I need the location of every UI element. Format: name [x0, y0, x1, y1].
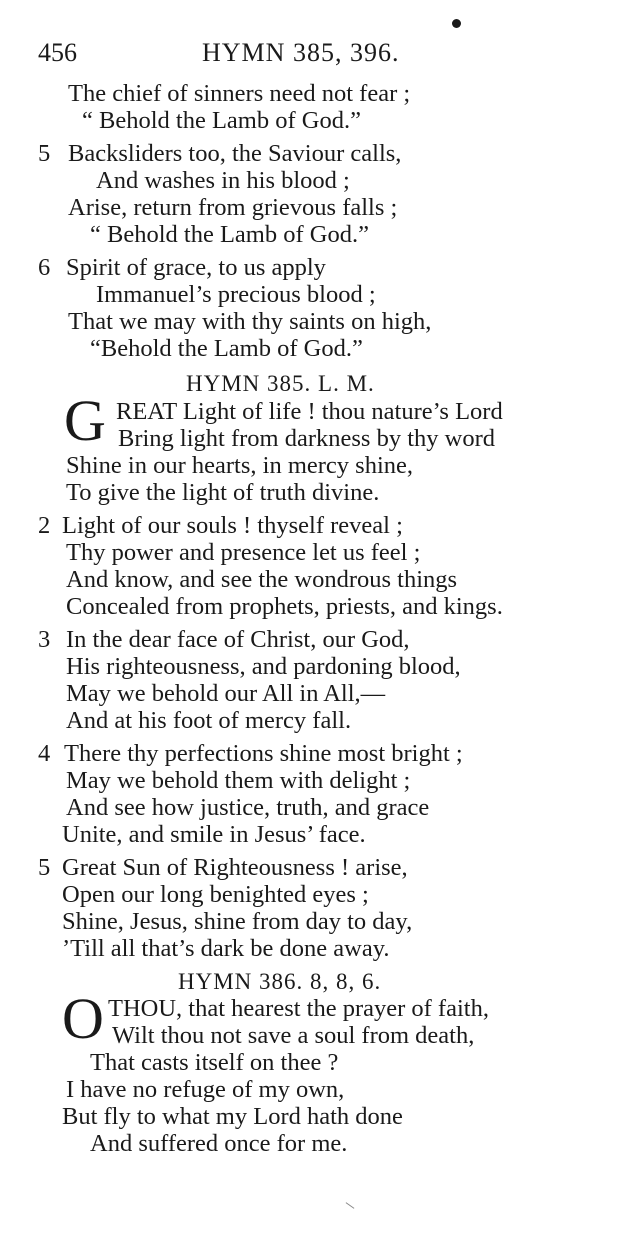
- verse-line: There thy perfections shine most bright ;: [64, 740, 463, 767]
- verse-line: And at his foot of mercy fall.: [66, 707, 352, 734]
- verse-line: And see how justice, truth, and grace: [66, 794, 430, 821]
- verse-line: “ Behold the Lamb of God.”: [90, 221, 369, 248]
- verse-number: 5: [38, 140, 51, 167]
- ink-dot: [452, 19, 461, 28]
- verse-line: Open our long benighted eyes ;: [62, 881, 369, 908]
- verse-line: Bring light from darkness by thy word: [118, 425, 495, 452]
- verse-number: 3: [38, 626, 51, 653]
- verse-line: And suffered once for me.: [90, 1130, 348, 1157]
- page-header: [38, 38, 618, 70]
- verse-line: Light of our souls ! thyself reveal ;: [62, 512, 403, 539]
- verse-number: 2: [38, 512, 51, 539]
- verse-line: Arise, return from grievous falls ;: [68, 194, 398, 221]
- verse-line: That we may with thy saints on high,: [68, 308, 432, 335]
- verse-number: 4: [38, 740, 51, 767]
- verse-line: Backsliders too, the Saviour calls,: [68, 140, 402, 167]
- verse-line: May we behold them with delight ;: [66, 767, 411, 794]
- verse-line: That casts itself on thee ?: [90, 1049, 339, 1076]
- verse-line: “Behold the Lamb of God.”: [90, 335, 363, 362]
- verse-line: And know, and see the wondrous things: [66, 566, 458, 593]
- running-title: HYMN 385, 396.: [202, 38, 400, 67]
- verse-line: Unite, and smile in Jesus’ face.: [62, 821, 366, 848]
- verse-line: ’Till all that’s dark be done away.: [62, 935, 390, 962]
- verse-line: I have no refuge of my own,: [66, 1076, 345, 1103]
- verse-line: Wilt thou not save a soul from death,: [112, 1022, 475, 1049]
- verse-line: Immanuel’s precious blood ;: [96, 281, 376, 308]
- verse-number: 6: [38, 254, 51, 281]
- verse-line: Spirit of grace, to us apply: [66, 254, 326, 281]
- verse-line: Concealed from prophets, priests, and kings.: [66, 593, 503, 620]
- verse-line: Shine in our hearts, in mercy shine,: [66, 452, 414, 479]
- verse-line: In the dear face of Christ, our God,: [66, 626, 410, 653]
- verse-line: THOU, that hearest the prayer of faith,: [108, 995, 489, 1022]
- verse-line: And washes in his blood ;: [96, 167, 350, 194]
- drop-cap: G: [64, 388, 106, 453]
- ink-mark: [346, 1202, 355, 1209]
- verse-line: REAT Light of life ! thou nature’s Lord: [116, 398, 503, 425]
- verse-line: The chief of sinners need not fear ;: [68, 80, 411, 107]
- verse-line: Great Sun of Righteousness ! arise,: [62, 854, 408, 881]
- verse-line: May we behold our All in All,—: [66, 680, 386, 707]
- verse-line: His righteousness, and pardoning blood,: [66, 653, 461, 680]
- page-number: 456: [38, 38, 77, 67]
- verse-line: Shine, Jesus, shine from day to day,: [62, 908, 413, 935]
- verse-line: “ Behold the Lamb of God.”: [82, 107, 361, 134]
- verse-line: But fly to what my Lord hath done: [62, 1103, 403, 1130]
- drop-cap: O: [62, 986, 104, 1051]
- hymn-title: HYMN 386. 8, 8, 6.: [178, 969, 382, 994]
- verse-line: To give the light of truth divine.: [66, 479, 380, 506]
- hymn-title: HYMN 385. L. M.: [186, 371, 375, 396]
- verse-line: Thy power and presence let us feel ;: [66, 539, 421, 566]
- verse-number: 5: [38, 854, 51, 881]
